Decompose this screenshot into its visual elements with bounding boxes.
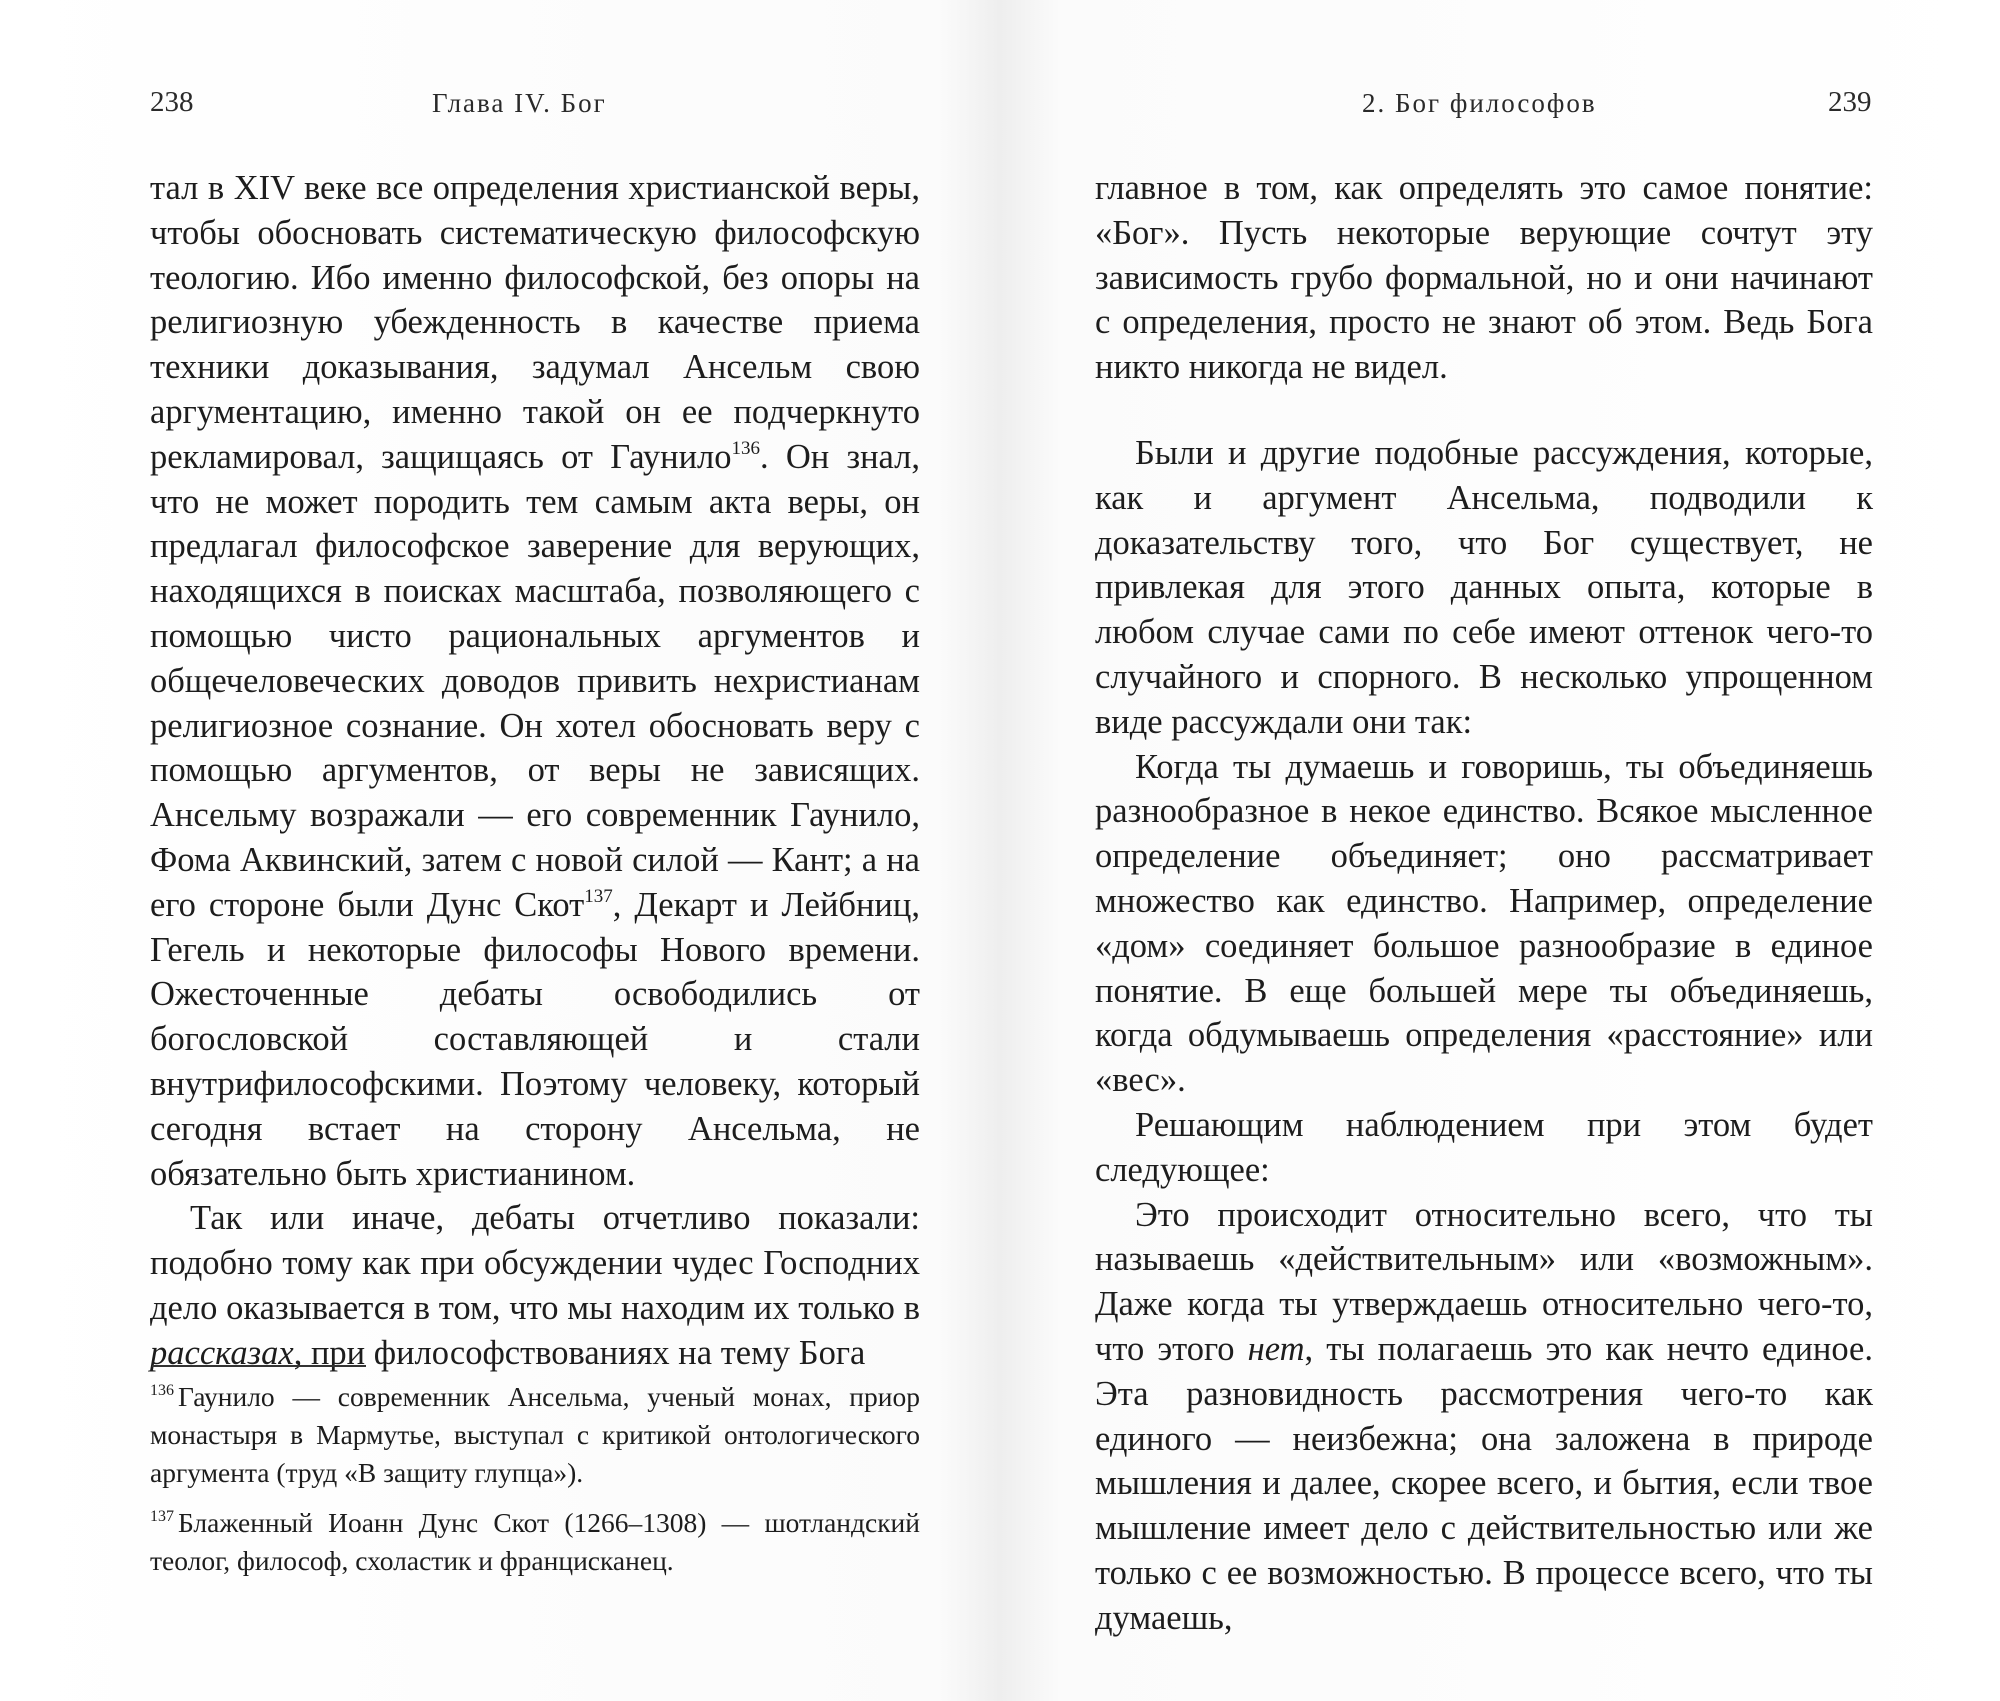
right-paragraph-5 xyxy=(1095,1193,1873,1641)
footnote-137 xyxy=(150,1504,920,1580)
left-p1-part1: тал в XIV веке все определения христианской веры, чтобы обосновать систематическую философскую теологию. Ибо именно философской, без опоры на религиозную убежденность в качестве приема техники доказывания, задумал Ансельм свою аргументацию, именно такой он ее подчеркнуто рекламировал, защищаясь от Гаунило xyxy=(150,169,920,476)
footnotes xyxy=(150,1378,920,1592)
right-page-body xyxy=(1095,166,1873,1641)
running-head-right: 2. Бог философов xyxy=(1362,88,1597,118)
right-paragraph-2: Были и другие подобные рассуждения, которые, как и аргумент Ансельма, подводили к доказательству того, что Бог существует, не привлекая для этого данных опыта, которые в любом случае сами по себе имеют оттенок чего-то случайного и спорного. В несколько упрощенном виде рассуждали они так: xyxy=(1095,433,1873,741)
footnote-number: 137 xyxy=(150,1508,174,1525)
footnote-ref-137: 137 xyxy=(584,885,613,907)
left-paragraph-2 xyxy=(150,1196,920,1375)
running-head-left: Глава IV. Бог xyxy=(432,88,607,118)
left-p1-part2: . Он знал, что не может породить тем самым акта веры, он предлагал философское заверение для верующих, находящихся в поисках масштаба, позволяющего с помощью чисто рациональных аргументов и общечеловеческих доводов привить нехристианам религиозное сознание. Он хотел обосновать веру с помощью аргументов, от веры не зависящих. Ансельму возражали — его современник Гаунило, Фома Аквинский, затем с новой силой — Кант; а на его стороне были Дунс Скот xyxy=(150,437,920,924)
footnote-text: Блаженный Иоанн Дунс Скот (1266–1308) — шотландский теолог, философ, схоластик и францисканец. xyxy=(150,1507,920,1576)
footnote-136 xyxy=(150,1378,920,1492)
page-number-right: 239 xyxy=(1828,86,1872,118)
right-p5-part1: Это происходит относительно всего, что ты называешь «действительным» или «возможным». Даже когда ты утверждаешь относительно чего-то, что этого xyxy=(1095,1195,1873,1368)
left-page-body xyxy=(150,166,920,1376)
footnote-text: Гаунило — современник Ансельма, ученый монах, приор монастыря в Мармутье, выступал с критикой онтологического аргумента (труд «В защиту глупца»). xyxy=(150,1381,920,1488)
footnote-divider xyxy=(152,1365,366,1367)
right-p5-italic: нет xyxy=(1247,1329,1305,1368)
page-number-left: 238 xyxy=(150,86,194,118)
right-paragraph-4: Решающим наблюдением при этом будет следующее: xyxy=(1095,1105,1873,1189)
footnote-ref-136: 136 xyxy=(731,437,761,459)
left-p2-part2: , при философствованиях на тему Бога xyxy=(293,1333,866,1372)
left-p2-part1: Так или иначе, дебаты отчетливо показали: подобно тому как при обсуждении чудес Господних дело оказывается в том, что мы находим их только в xyxy=(150,1199,920,1327)
right-paragraph-3: Когда ты думаешь и говоришь, ты объединяешь разнообразное в некое единство. Всякое мысленное определение объединяет; оно рассматривает множество как единство. Например, определение «дом» соединяет большое разнообразие в единое понятие. В еще большей мере ты объединяешь, когда обдумываешь определения «расстояние» или «вес». xyxy=(1095,747,1873,1100)
footnote-number: 136 xyxy=(150,1382,174,1399)
left-paragraph-1 xyxy=(150,166,920,1196)
right-page xyxy=(1000,0,2000,1701)
left-p2-italic: рассказах xyxy=(150,1333,294,1372)
right-paragraph-1: главное в том, как определять это самое понятие: «Бог». Пусть некоторые верующие сочтут эту зависимость грубо формальной, но и они начинают с определения, просто не знают об этом. Ведь Бога никто никогда не видел. xyxy=(1095,169,1873,387)
left-p1-part3: , Декарт и Лейбниц, Гегель и некоторые философы Нового времени. Ожесточенные дебаты освободились от богословской составляющей и стали внутрифилософскими. Поэтому человеку, который сегодня встает на сторону Ансельма, не обязательно быть христианином. xyxy=(150,885,920,1193)
right-p5-part2: , ты полагаешь это как нечто единое. Эта разновидность рассмотрения чего-то как единого — неизбежна; она заложена в природе мышления и далее, скорее всего, и бытия, если твое мышление имеет дело с действительностью или же только с ее возможностью. В процессе всего, что ты думаешь, xyxy=(1095,1329,1873,1637)
